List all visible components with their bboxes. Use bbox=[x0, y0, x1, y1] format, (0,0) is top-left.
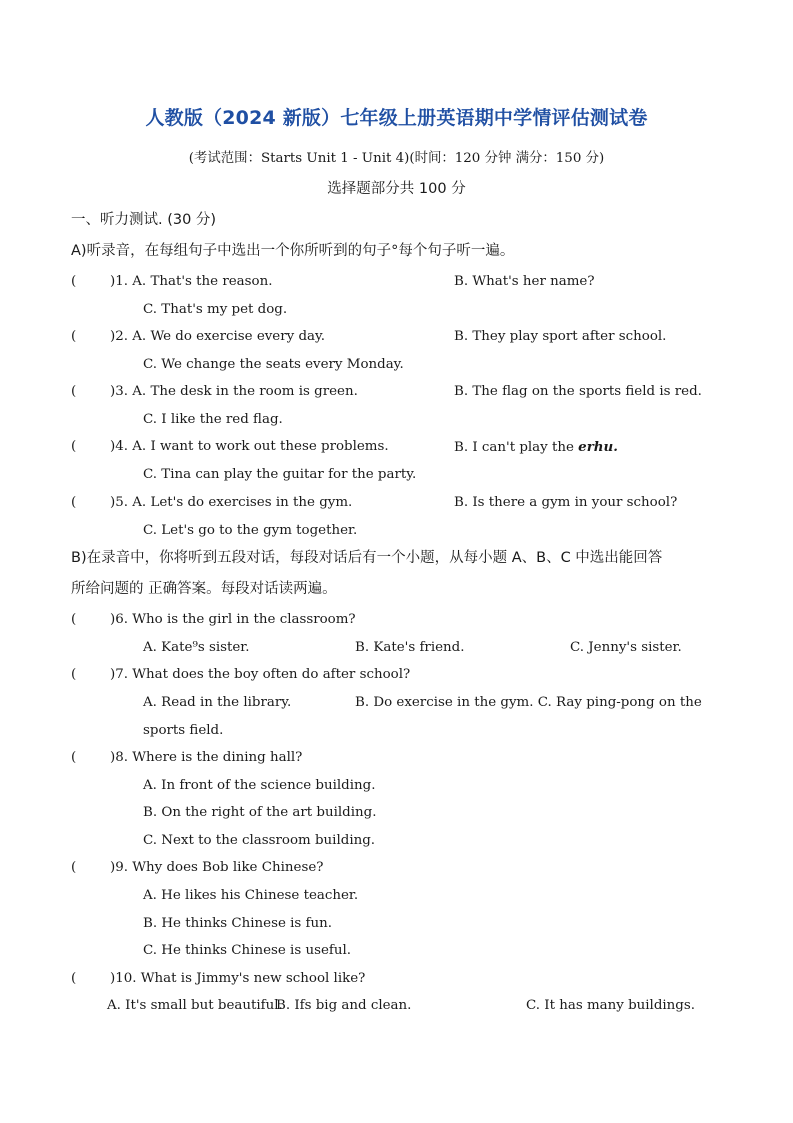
q4-option-b-text: B. I can't play the bbox=[454, 440, 579, 455]
q10-stem: )10. What is Jimmy's new school like? bbox=[110, 971, 366, 986]
q10-option-a: A. It's small but beautiful. bbox=[107, 998, 283, 1013]
answer-blank-10: ( bbox=[71, 971, 77, 986]
answer-blank-5: ( bbox=[71, 495, 77, 510]
q3-stem: )3. A. The desk in the room is green. bbox=[110, 384, 358, 399]
q2-option-c: C. We change the seats every Monday. bbox=[143, 357, 404, 372]
q9-stem: )9. Why does Bob like Chinese? bbox=[110, 860, 324, 875]
q4-option-c: C. Tina can play the guitar for the party. bbox=[143, 467, 417, 482]
q6-option-b: B. Kate's friend. bbox=[355, 640, 465, 655]
q8-option-b: B. On the right of the art building. bbox=[143, 805, 377, 820]
q9-option-c: C. He thinks Chinese is useful. bbox=[143, 943, 351, 958]
partA-instruction: A)听录音，在每组句子中选出一个你所听到的句子°每个句子听一遍。 bbox=[71, 243, 515, 259]
q9-option-a: A. He likes his Chinese teacher. bbox=[143, 888, 359, 903]
exam-title: 人教版（2024 新版）七年级上册英语期中学情评估测试卷 bbox=[145, 107, 648, 129]
q3-option-c: C. I like the red flag. bbox=[143, 412, 283, 427]
q2-option-b: B. They play sport after school. bbox=[454, 329, 667, 344]
q10-option-b: B. Ifs big and clean. bbox=[276, 998, 412, 1013]
answer-blank-8: ( bbox=[71, 750, 77, 765]
q10-option-c: C. It has many buildings. bbox=[526, 998, 696, 1013]
q2-stem: )2. A. We do exercise every day. bbox=[110, 329, 326, 344]
q8-option-a: A. In front of the science building. bbox=[143, 778, 376, 793]
section-note: 选择题部分共 100 分 bbox=[327, 181, 466, 197]
answer-blank-6: ( bbox=[71, 612, 77, 627]
q6-option-c: C. Jenny's sister. bbox=[570, 640, 682, 655]
answer-blank-7: ( bbox=[71, 667, 77, 682]
q7-option-a: A. Read in the library. bbox=[143, 695, 292, 710]
q6-option-a: A. Kate⁹s sister. bbox=[143, 640, 250, 655]
q8-stem: )8. Where is the dining hall? bbox=[110, 750, 303, 765]
q9-option-b: B. He thinks Chinese is fun. bbox=[143, 916, 332, 931]
q7-option-c-cont: sports field. bbox=[143, 723, 224, 738]
q7-stem: )7. What does the boy often do after school? bbox=[110, 667, 411, 682]
answer-blank-2: ( bbox=[71, 329, 77, 344]
q4-stem: )4. A. I want to work out these problems. bbox=[110, 439, 389, 454]
q8-option-c: C. Next to the classroom building. bbox=[143, 833, 376, 848]
q4-option-b-erhu: erhu. bbox=[578, 439, 618, 455]
partB-instruction-line2: 所给问题的 正确答案。每段对话读两遍。 bbox=[71, 581, 337, 597]
part1-heading: 一、听力测试. (30 分) bbox=[71, 212, 217, 228]
q1-option-b: B. What's her name? bbox=[454, 274, 595, 289]
q1-option-c: C. That's my pet dog. bbox=[143, 302, 288, 317]
q5-stem: )5. A. Let's do exercises in the gym. bbox=[110, 495, 353, 510]
q7-option-b-c: B. Do exercise in the gym. C. Ray ping-pong on the bbox=[355, 695, 702, 710]
q6-stem: )6. Who is the girl in the classroom? bbox=[110, 612, 356, 627]
q4-option-b bbox=[454, 438, 618, 457]
q3-option-b: B. The flag on the sports field is red. bbox=[454, 384, 702, 399]
answer-blank-4: ( bbox=[71, 439, 77, 454]
answer-blank-9: ( bbox=[71, 860, 77, 875]
exam-subtitle: (考试范围：Starts Unit 1 - Unit 4)(时间：120 分钟 满分：150 分) bbox=[188, 151, 605, 166]
answer-blank-3: ( bbox=[71, 384, 77, 399]
partB-instruction-line1: B)在录音中，你将听到五段对话，每段对话后有一个小题，从每小题 A、B、C 中选出能回答 bbox=[71, 550, 663, 566]
q1-stem: )1. A. That's the reason. bbox=[110, 274, 273, 289]
q5-option-b: B. Is there a gym in your school? bbox=[454, 495, 678, 510]
answer-blank-1: ( bbox=[71, 274, 77, 289]
q5-option-c: C. Let's go to the gym together. bbox=[143, 523, 358, 538]
